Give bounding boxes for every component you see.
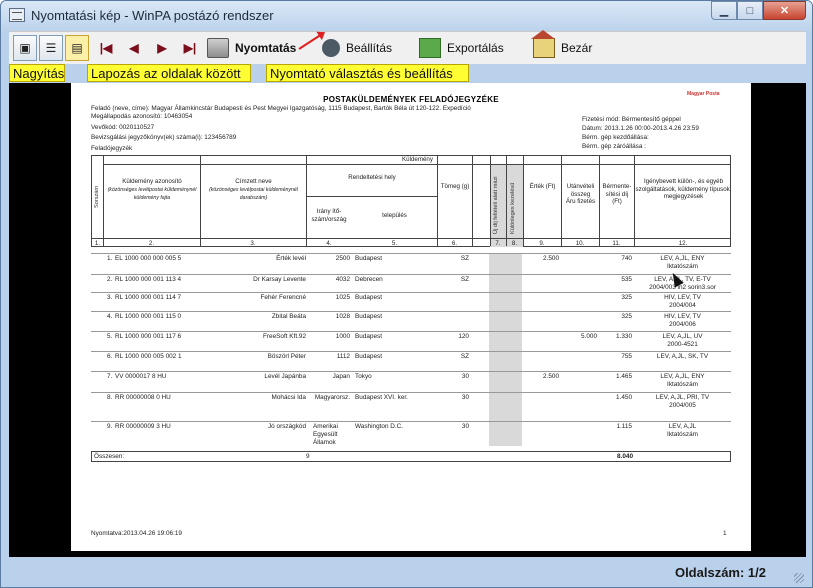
- cell-svc: HIV, LEV, TV: [664, 294, 701, 301]
- col-num: 1.: [94, 240, 101, 247]
- tooltip-printer: Nyomtató választás és beállítás: [266, 64, 469, 82]
- export-icon: [419, 38, 441, 58]
- page-number: 1: [723, 530, 727, 537]
- customer-line: Vevőkód: 0020110527: [91, 124, 155, 131]
- cell-id: VV 0000017 8 HU: [115, 373, 167, 380]
- total-row: [91, 451, 731, 462]
- cell-w: SZ: [460, 276, 469, 283]
- cell-fee: 740: [621, 255, 632, 262]
- cell-id: RL 1000 000 001 113 4: [115, 276, 182, 283]
- cell-svc2: 2004/004: [669, 302, 696, 309]
- cell-fee: 325: [621, 313, 632, 320]
- cell-fee: 1.115: [616, 423, 632, 430]
- page-width-icon[interactable]: ☰: [39, 35, 63, 61]
- printed-stamp: Nyomtatva:2013.04.26 19:06:19: [91, 530, 182, 537]
- cell-city: Washington D.C.: [355, 423, 404, 430]
- settings-label: Beállítás: [346, 41, 393, 55]
- cell-id: RR 00000009 3 HU: [115, 423, 171, 430]
- cell-svc2: Iktatószám: [667, 263, 698, 270]
- cell-cod: 5.000: [581, 333, 597, 340]
- header-cimzett: Címzett neve (közönséges levélpostai küldeménynél darabszám): [209, 178, 298, 201]
- cell-svc: LEV, A,JL, ENY: [660, 255, 705, 262]
- start-line: Bérm. gép kezdőállása:: [582, 134, 649, 141]
- header-telepules: település: [382, 212, 407, 219]
- row-separator: [91, 392, 731, 393]
- cell-w: 30: [461, 423, 469, 430]
- toolbar: [9, 31, 806, 64]
- row-separator: [91, 351, 731, 352]
- cell-name: Zbital Beáta: [271, 313, 306, 320]
- col-num: 12.: [678, 240, 688, 247]
- cell-id: RL 1000 000 001 115 0: [115, 313, 182, 320]
- tooltip-zoom: Nagyítás: [9, 64, 65, 82]
- cell-zip: 1000: [335, 333, 350, 340]
- cell-fee: 325: [621, 294, 632, 301]
- date-line: Dátum: 2013.1.26 00:00-2013.4.26 23:59: [582, 125, 699, 132]
- cell-n: 2.: [107, 276, 113, 283]
- print-page: [71, 83, 751, 551]
- col-num: 5.: [391, 240, 398, 247]
- cell-n: 6.: [107, 353, 113, 360]
- posta-logo: Magyar Posta: [687, 91, 720, 97]
- cell-name: Jó országkód: [267, 423, 306, 430]
- export-label: Exportálás: [447, 41, 504, 55]
- cell-zip: Magyarorsz.: [314, 394, 350, 401]
- header-utanvetel: Utánvételi összeg Áru fizetés: [565, 183, 596, 205]
- prev-page-icon[interactable]: ◀: [129, 41, 139, 55]
- contract-line: Megállapodás azonosító: 10463054: [91, 113, 193, 120]
- cell-city: Budapest: [355, 294, 383, 301]
- cell-city: Budapest: [355, 333, 383, 340]
- header-iranyito: Irány ítő-szám/ország: [311, 208, 347, 223]
- header-azonosito: Küldemény azonosító (közönséges levélpostai küldeménynél küldemény fajta: [107, 178, 197, 201]
- print-label: Nyomtatás: [235, 41, 297, 55]
- row-separator: [91, 331, 731, 332]
- cell-w: 120: [458, 333, 469, 340]
- cell-n: 7.: [107, 373, 113, 380]
- col-num: 10.: [575, 240, 585, 247]
- cell-city: Budapest: [355, 255, 383, 262]
- col-num: 3.: [250, 240, 256, 247]
- cell-svc: LEV, A,JL, TV, E-TV: [654, 276, 711, 283]
- zoom-icon[interactable]: ▤: [65, 35, 89, 61]
- header-kuldemeny: Küldemény: [402, 156, 433, 163]
- cell-fee: 1.465: [616, 373, 632, 380]
- first-page-icon[interactable]: |◀: [99, 41, 113, 55]
- cell-svc: LEV, A,JL, ENY: [660, 373, 705, 380]
- cell-zip: 2500: [335, 255, 350, 262]
- cell-name: FreeSoft Kft.92: [263, 333, 306, 340]
- minimize-button[interactable]: ▁: [711, 1, 737, 20]
- cell-val: 2.500: [543, 255, 559, 262]
- cell-svc2: Iktatószám: [667, 381, 698, 388]
- cell-svc2: 2004/006: [669, 321, 696, 328]
- cell-svc: LEV, A,JL, PRI, TV: [655, 394, 710, 401]
- cell-name: Mohácsi Ida: [271, 394, 306, 401]
- total-label: Összesen:: [94, 453, 125, 460]
- cell-zip: Japan: [332, 373, 350, 380]
- cell-name: Levél Japánba: [264, 373, 306, 380]
- row-separator: [91, 371, 731, 372]
- cell-id: RR 00000008 0 HU: [115, 394, 171, 401]
- cell-city: Tokyo: [355, 373, 372, 380]
- cell-n: 1.: [107, 255, 113, 262]
- paging-group: [93, 35, 203, 61]
- close-label: Bezár: [561, 41, 593, 55]
- settings-icon: [322, 39, 340, 57]
- cell-name: Dr Karsay Levente: [253, 276, 306, 283]
- cell-zip: Amerikai Egyesült Államok: [313, 423, 338, 446]
- cell-city: Debrecen: [355, 276, 383, 283]
- export-button[interactable]: [419, 35, 504, 61]
- cell-zip: 1025: [335, 294, 350, 301]
- cell-w: SZ: [460, 353, 469, 360]
- cell-svc: LEV, A,JL, UV: [662, 333, 703, 340]
- cell-id: RL 1000 000 005 002 1: [115, 353, 182, 360]
- shaded-columns: [489, 253, 522, 446]
- cell-name: Érték levél: [276, 255, 306, 262]
- account-line: Bevizsgálási jegyzőkönyv(ek) száma(i): 123456789: [91, 134, 237, 141]
- status-bar: [9, 557, 806, 585]
- header-bermentesitesi: Bérmente-sítési díj (Ft): [602, 183, 632, 205]
- list-line: Feladójegyzék: [91, 145, 133, 152]
- printer-icon: [207, 38, 229, 58]
- cell-svc: HIV, LEV, TV: [664, 313, 701, 320]
- window-controls: [711, 1, 806, 21]
- zoom-group: [13, 35, 89, 61]
- preview-area[interactable]: [9, 83, 806, 557]
- cell-fee: 535: [621, 276, 632, 283]
- row-separator: [91, 292, 731, 293]
- header-tomeg: Tömeg (g): [440, 183, 470, 190]
- resize-grip[interactable]: [794, 573, 804, 583]
- header-kezbesites: Üj díj feltételi alatt mázi: [493, 176, 499, 234]
- settings-button[interactable]: [322, 35, 392, 61]
- app-icon: [9, 8, 25, 22]
- cell-svc2: 2004/005: [669, 402, 696, 409]
- cell-name: Böszörl Péter: [267, 353, 306, 360]
- col-num: 6.: [451, 240, 458, 247]
- header-rendeltetes: Rendeltetési hely: [348, 174, 396, 181]
- cell-id: RL 1000 000 001 117 6: [115, 333, 182, 340]
- col-num: 2.: [148, 240, 155, 247]
- header-sorszam: Sorszám: [94, 185, 100, 208]
- cell-n: 5.: [107, 333, 113, 340]
- cell-city: Budapest: [355, 353, 383, 360]
- cell-n: 9.: [107, 423, 113, 430]
- row-separator: [91, 253, 731, 254]
- col-num: 8.: [511, 240, 518, 247]
- cell-svc2: 2000-4521: [667, 341, 698, 348]
- payment-line: Fizetési mód: Bérmentesítő géppel: [582, 116, 681, 123]
- cell-fee: 1.330: [616, 333, 632, 340]
- row-separator: [91, 274, 731, 275]
- window-title: Nyomtatási kép - WinPA postázó rendszer: [31, 8, 274, 23]
- cell-zip: 1028: [335, 313, 350, 320]
- cell-zip: 1112: [336, 353, 350, 360]
- sender-line: Feladó (neve, címe): Magyar Államkincstár Budapesti és Pest Megyei Igazgatóság, 1115 Budapest, Bartók Béla út 120-122. Expedíció: [91, 105, 471, 112]
- col-num: 11.: [612, 240, 621, 247]
- col-num: 7.: [495, 240, 501, 247]
- cell-zip: 4032: [335, 276, 350, 283]
- next-page-icon[interactable]: ▶: [157, 41, 167, 55]
- cell-svc2: 2004/003 in2 sorin3.sor: [649, 284, 716, 291]
- cell-svc2: Iktatószám: [667, 431, 698, 438]
- cell-w: 30: [461, 394, 469, 401]
- row-separator: [91, 311, 731, 312]
- cell-n: 4.: [107, 313, 113, 320]
- cell-id: EL 1000 000 000 005 5: [115, 255, 182, 262]
- zoom-fit-icon[interactable]: ▣: [13, 35, 37, 61]
- cell-id: RL 1000 000 001 114 7: [115, 294, 182, 301]
- row-separator: [91, 421, 731, 422]
- header-igenybevett: Igénybevett külön-, és egyéb szolgáltatások, küldemény típusok, megjegyzések: [635, 178, 732, 200]
- print-button[interactable]: [207, 35, 296, 61]
- total-fee: 8.040: [617, 453, 633, 460]
- maximize-button[interactable]: □: [737, 1, 763, 20]
- table-header: [91, 155, 731, 247]
- header-ertek: Érték (Ft): [529, 183, 556, 190]
- cell-name: Fehér Ferencné: [260, 294, 306, 301]
- end-line: Bérm. gép záróállása :: [582, 143, 646, 150]
- close-window-button[interactable]: ✕: [763, 1, 806, 20]
- last-page-icon[interactable]: ▶|: [183, 41, 197, 55]
- cell-svc: LEV, A,JL, SK, TV: [656, 353, 709, 360]
- col-num: 9.: [539, 240, 545, 247]
- cell-w: SZ: [460, 255, 469, 262]
- page-indicator: Oldalszám: 1/2: [674, 565, 766, 580]
- doc-title: POSTAKÜLDEMÉNYEK FELADÓJEGYZÉKE: [323, 95, 499, 104]
- cell-svc: LEV, A,JL: [668, 423, 697, 430]
- cell-n: 3.: [107, 294, 113, 301]
- close-button[interactable]: [533, 35, 592, 61]
- title-bar: [1, 1, 812, 31]
- cell-w: 30: [461, 373, 469, 380]
- col-num: 4.: [326, 240, 332, 247]
- cell-fee: 755: [621, 353, 632, 360]
- cell-city: Budapest XVI. ker.: [355, 394, 408, 401]
- cell-n: 8.: [107, 394, 113, 401]
- home-icon: [533, 38, 555, 58]
- header-kulonleges: Különleges kezelésű: [510, 182, 516, 234]
- tooltip-paging: Lapozás az oldalak között: [87, 64, 251, 82]
- cell-fee: 1.450: [616, 394, 632, 401]
- cell-city: Budapest: [355, 313, 383, 320]
- total-count: 9: [306, 453, 310, 460]
- cell-val: 2.500: [543, 373, 559, 380]
